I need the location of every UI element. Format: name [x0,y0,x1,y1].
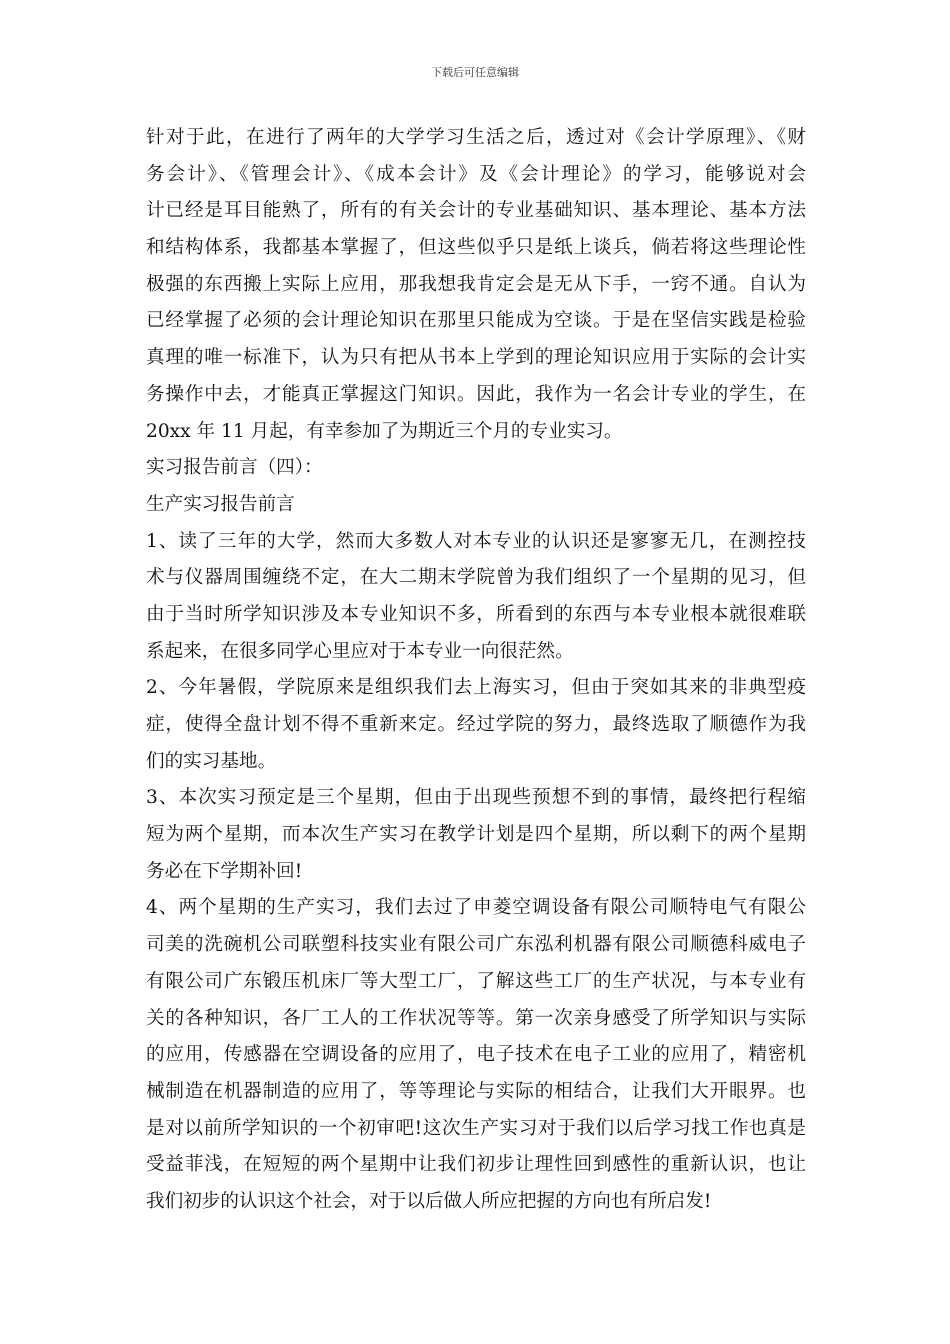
text-line: 受益菲浅，在短短的两个星期中让我们初步让理性回到感性的重新认识，也让 [146,1154,806,1176]
text-line: 和结构体系，我都基本掌握了，但这些似乎只是纸上谈兵，倘若将这些理论性 [146,237,806,259]
text-line: 务会计》、《管理会计》、《成本会计》及《会计理论》的学习，能够说对会 [146,163,806,185]
text-line: 生产实习报告前言 [146,493,295,515]
text-line: 由于当时所学知识涉及本专业知识不多，所看到的东西与本专业根本就很难联 [146,603,806,625]
text-line: 术与仪器周围缠绕不定，在大二期末学院曾为我们组织了一个星期的见习，但 [146,567,806,589]
text-line: 我们初步的认识这个社会，对于以后做人所应把握的方向也有所启发! [146,1190,712,1212]
text-line: 短为两个星期，而本次生产实习在教学计划是四个星期，所以剩下的两个星期 [146,824,806,846]
text-line: 计已经是耳目能熟了，所有的有关会计的专业基础知识、基本理论、基本方法 [146,200,806,222]
text-line: 务操作中去，才能真正掌握这门知识。因此，我作为一名会计专业的学生，在 [146,383,806,405]
text-line: 是对以前所学知识的一个初审吧!这次生产实习对于我们以后学习找工作也真是 [146,1117,806,1139]
text-line: 3、本次实习预定是三个星期，但由于出现些预想不到的事情，最终把行程缩 [146,787,806,809]
document-body [146,120,806,1221]
text-line: 针对于此，在进行了两年的大学学习生活之后，透过对《会计学原理》、《财 [146,127,806,148]
text-line: 2、今年暑假，学院原来是组织我们去上海实习，但由于突如其来的非典型疫 [146,677,806,699]
text-line: 极强的东西搬上实际上应用，那我想我肯定会是无从下手，一窍不通。自认为 [146,273,806,295]
text-line: 械制造在机器制造的应用了，等等理论与实际的相结合，让我们大开眼界。也 [146,1080,806,1102]
page-header: 下载后可任意编辑 [431,66,519,79]
text-line: 症，使得全盘计划不得不重新来定。经过学院的努力，最终选取了顺德作为我 [146,714,806,735]
text-line: 20xx 年 11 月起，有幸参加了为期近三个月的专业实习。 [146,420,623,442]
text-line: 真理的唯一标准下，认为只有把从书本上学到的理论知识应用于实际的会计实 [146,347,806,369]
text-line: 系起来，在很多同学心里应对于本专业一向很茫然。 [146,640,574,662]
text-line: 的应用，传感器在空调设备的应用了，电子技术在电子工业的应用了，精密机 [146,1044,806,1066]
text-line: 们的实习基地。 [146,750,277,772]
text-line: 1、读了三年的大学，然而大多数人对本专业的认识还是寥寥无几，在测控技 [146,530,806,552]
text-line: 有限公司广东锻压机床厂等大型工厂，了解这些工厂的生产状况，与本专业有 [146,970,806,992]
text-line: 司美的洗碗机公司联塑科技实业有限公司广东泓利机器有限公司顺德科威电子 [146,934,806,956]
text-line: 已经掌握了必须的会计理论知识在那里只能成为空谈。于是在坚信实践是检验 [146,310,806,332]
text-line: 关的各种知识，各厂工人的工作状况等等。第一次亲身感受了所学知识与实际 [146,1007,806,1029]
text-line: 实习报告前言（四）： [146,457,323,479]
text-line: 务必在下学期补回! [146,860,303,882]
text-line: 4、两个星期的生产实习，我们去过了申菱空调设备有限公司顺特电气有限公 [146,897,806,919]
